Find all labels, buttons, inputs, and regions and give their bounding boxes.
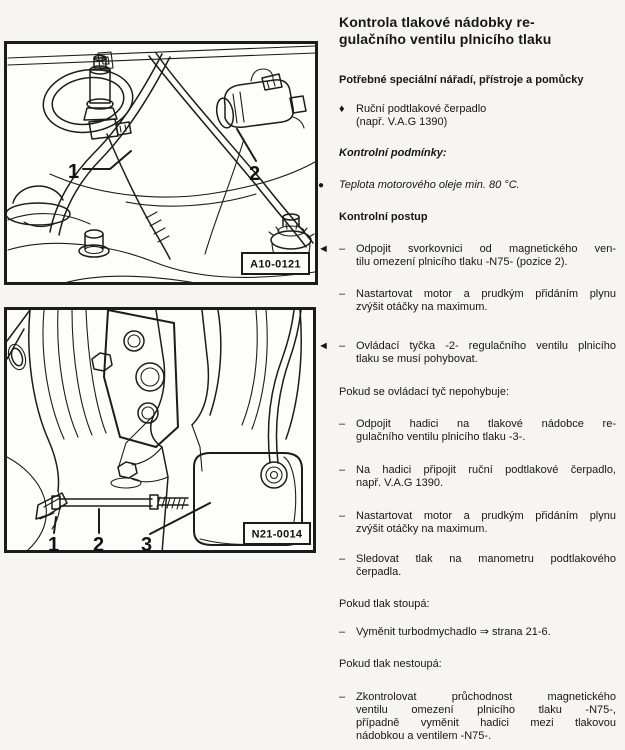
step-rod-must-move xyxy=(318,340,616,366)
figure-code-label-box xyxy=(242,253,309,274)
figure-engine-bay xyxy=(4,41,318,285)
step-replace-turbo xyxy=(339,626,616,639)
dot-bullet-icon: ● xyxy=(318,180,325,191)
condition-text: Teplota motorového oleje min. 80 °C. xyxy=(339,179,520,191)
callout-number-2: 2 xyxy=(93,534,105,553)
engine-bay-illustration xyxy=(4,41,318,285)
diamond-bullet-icon: ♦ xyxy=(339,103,345,115)
step-text: Na hadici připojit ruční podtlakové čerpadlo, např. V.A.G 1390. xyxy=(356,464,616,489)
step-text: Nastartovat motor a prudkým přidáním plynu zvýšit otáčky na maximum. xyxy=(356,510,616,535)
step-watch-gauge xyxy=(339,553,616,579)
dash-bullet: – xyxy=(339,464,346,476)
dash-bullet: – xyxy=(339,340,346,352)
figure-frame xyxy=(6,43,317,284)
dash-bullet: – xyxy=(339,243,346,255)
turbocharger-illustration xyxy=(4,307,316,553)
page-title-line-2: gulačního ventilu plnicího tlaku xyxy=(339,30,552,47)
step-disconnect-connector xyxy=(318,243,616,269)
dash-bullet: – xyxy=(339,626,346,638)
step-text: Zkontrolovat průchodnost magnetického ventilu omezení plnicího tlaku -N75-, případně vyměnit hadici mezi tlakovou nádobkou a ventilem -N75-. xyxy=(356,691,616,742)
callout-number-1: 1 xyxy=(48,534,60,553)
dash-bullet: – xyxy=(339,510,346,522)
para-if-pressure-not-rising: Pokud tlak nestoupá: xyxy=(339,658,442,670)
step-text: Sledovat tlak na manometru podtlakového čerpadla. xyxy=(356,553,616,578)
dash-bullet: – xyxy=(339,553,346,565)
figure-pointer-arrow-icon: ◄ xyxy=(318,340,329,352)
page-title xyxy=(339,14,616,47)
step-text: Ovládací tyčka -2- regulačního ventilu plnicího tlaku se musí pohybovat. xyxy=(356,340,616,365)
step-text: Odpojit hadici na tlakové nádobce re- gulačního ventilu plnicího tlaku -3-. xyxy=(356,418,616,443)
step-text: Nastartovat motor a prudkým přidáním plynu zvýšit otáčky na maximum. xyxy=(356,288,616,313)
figure-code-label: N21-0014 xyxy=(251,528,303,541)
tool-item-text: Ruční podtlakové čerpadlo (např. V.A.G 1390) xyxy=(356,103,487,128)
step-start-engine xyxy=(339,288,616,314)
figure-code-label-box xyxy=(244,523,310,544)
callout-number-2: 2 xyxy=(249,163,261,185)
condition-oil-temperature xyxy=(318,179,616,192)
procedure-text-column xyxy=(318,10,616,743)
page-title-line-1: Kontrola tlakové nádobky re- xyxy=(339,14,535,30)
callout-number-3: 3 xyxy=(141,534,153,553)
step-text: Odpojit svorkovnici od magnetického ven- tilu omezení plnicího tlaku -N75- (pozice 2). xyxy=(356,243,616,268)
figure-turbocharger xyxy=(4,307,316,553)
tool-item-vacuum-pump xyxy=(339,103,616,129)
step-text: Vyměnit turbodmychadlo ⇒ strana 21-6. xyxy=(356,626,551,638)
figure-pointer-arrow-icon: ◄ xyxy=(318,243,329,255)
callout-number-1: 1 xyxy=(68,161,80,183)
dash-bullet: – xyxy=(339,691,346,703)
conditions-heading: Kontrolní podmínky: xyxy=(339,147,447,159)
step-check-n75 xyxy=(339,691,616,743)
para-if-rod-not-moving: Pokud se ovládací tyč nepohybuje: xyxy=(339,386,510,398)
tools-heading: Potřebné speciální nářadí, přístroje a pomůcky xyxy=(339,74,584,86)
dash-bullet: – xyxy=(339,288,346,300)
procedure-heading: Kontrolní postup xyxy=(339,211,428,223)
step-disconnect-hose xyxy=(339,418,616,444)
para-if-pressure-rises: Pokud tlak stoupá: xyxy=(339,598,430,610)
figure-code-label: A10-0121 xyxy=(250,258,301,271)
dash-bullet: – xyxy=(339,418,346,430)
step-start-engine-again xyxy=(339,510,616,536)
step-connect-pump xyxy=(339,464,616,490)
